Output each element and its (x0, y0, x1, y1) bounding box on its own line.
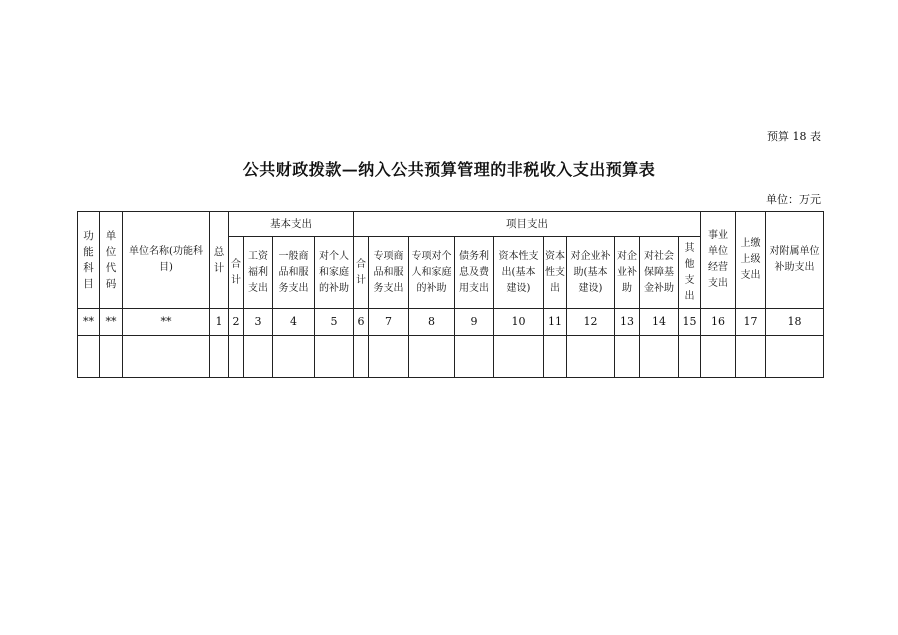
data-cell (78, 336, 100, 378)
col-header-social-security: 对社会保障基金补助 (640, 237, 679, 309)
column-index-cell: 17 (736, 309, 766, 336)
column-index-row (78, 309, 824, 336)
column-index-cell: 14 (640, 309, 679, 336)
col-header-personal-family: 对个人和家庭的补助 (315, 237, 354, 309)
data-cell (736, 336, 766, 378)
column-index-cell: 7 (369, 309, 409, 336)
data-cell (494, 336, 544, 378)
col-header-total: 总计 (210, 212, 229, 309)
data-cell (354, 336, 369, 378)
col-header-enterprise-basic: 对企业补助(基本建设) (567, 237, 615, 309)
column-index-cell: ** (123, 309, 210, 336)
data-cell (615, 336, 640, 378)
column-index-cell: 1 (210, 309, 229, 336)
page-title: 公共财政拨款—纳入公共预算管理的非税收入支出预算表 (242, 160, 656, 179)
col-header-unit-name: 单位名称(功能科目) (123, 212, 210, 309)
data-cell (315, 336, 354, 378)
data-cell (567, 336, 615, 378)
col-header-capital: 资本性支出 (544, 237, 567, 309)
data-cell (210, 336, 229, 378)
form-number: 预算 18 表 (767, 130, 821, 143)
data-cell (229, 336, 244, 378)
column-index-cell: 10 (494, 309, 544, 336)
unit-label: 单位：万元 (766, 193, 821, 206)
column-index-cell: ** (78, 309, 100, 336)
data-cell (369, 336, 409, 378)
col-header-func-code: 功能科目 (78, 212, 100, 309)
data-cell (544, 336, 567, 378)
column-index-cell: 8 (409, 309, 455, 336)
col-header-pay-superior: 上缴上级支出 (736, 212, 766, 309)
group-header-project: 项目支出 (354, 212, 701, 237)
col-header-project-subtotal: 合计 (354, 237, 369, 309)
blank-data-row (78, 336, 824, 378)
column-index-cell: 15 (679, 309, 701, 336)
column-index-cell: 18 (766, 309, 824, 336)
data-cell (640, 336, 679, 378)
col-header-special-personal: 专项对个人和家庭的补助 (409, 237, 455, 309)
col-header-enterprise: 对企业补助 (615, 237, 640, 309)
data-cell (766, 336, 824, 378)
data-cell (409, 336, 455, 378)
column-index-cell: 13 (615, 309, 640, 336)
data-cell (244, 336, 273, 378)
data-cell (455, 336, 494, 378)
data-cell (701, 336, 736, 378)
col-header-special-goods: 专项商品和服务支出 (369, 237, 409, 309)
col-header-debt-interest: 债务利息及费用支出 (455, 237, 494, 309)
col-header-business-ops: 事业单位经营支出 (701, 212, 736, 309)
data-cell (100, 336, 123, 378)
data-cell (679, 336, 701, 378)
budget-table (77, 211, 824, 378)
col-header-goods-services: 一般商品和服务支出 (273, 237, 315, 309)
header-row-groups (78, 212, 824, 237)
col-header-unit-code: 单位代码 (100, 212, 123, 309)
column-index-cell: 2 (229, 309, 244, 336)
column-index-cell: 11 (544, 309, 567, 336)
group-header-basic: 基本支出 (229, 212, 354, 237)
col-header-other: 其他支出 (679, 237, 701, 309)
data-cell (273, 336, 315, 378)
col-header-basic-subtotal: 合计 (229, 237, 244, 309)
column-index-cell: 9 (455, 309, 494, 336)
column-index-cell: 12 (567, 309, 615, 336)
col-header-capital-basic: 资本性支出(基本建设) (494, 237, 544, 309)
column-index-cell: ** (100, 309, 123, 336)
column-index-cell: 6 (354, 309, 369, 336)
column-index-cell: 3 (244, 309, 273, 336)
column-index-cell: 16 (701, 309, 736, 336)
column-index-cell: 4 (273, 309, 315, 336)
col-header-affiliated: 对附属单位补助支出 (766, 212, 824, 309)
column-index-cell: 5 (315, 309, 354, 336)
col-header-wages: 工资福利支出 (244, 237, 273, 309)
data-cell (123, 336, 210, 378)
